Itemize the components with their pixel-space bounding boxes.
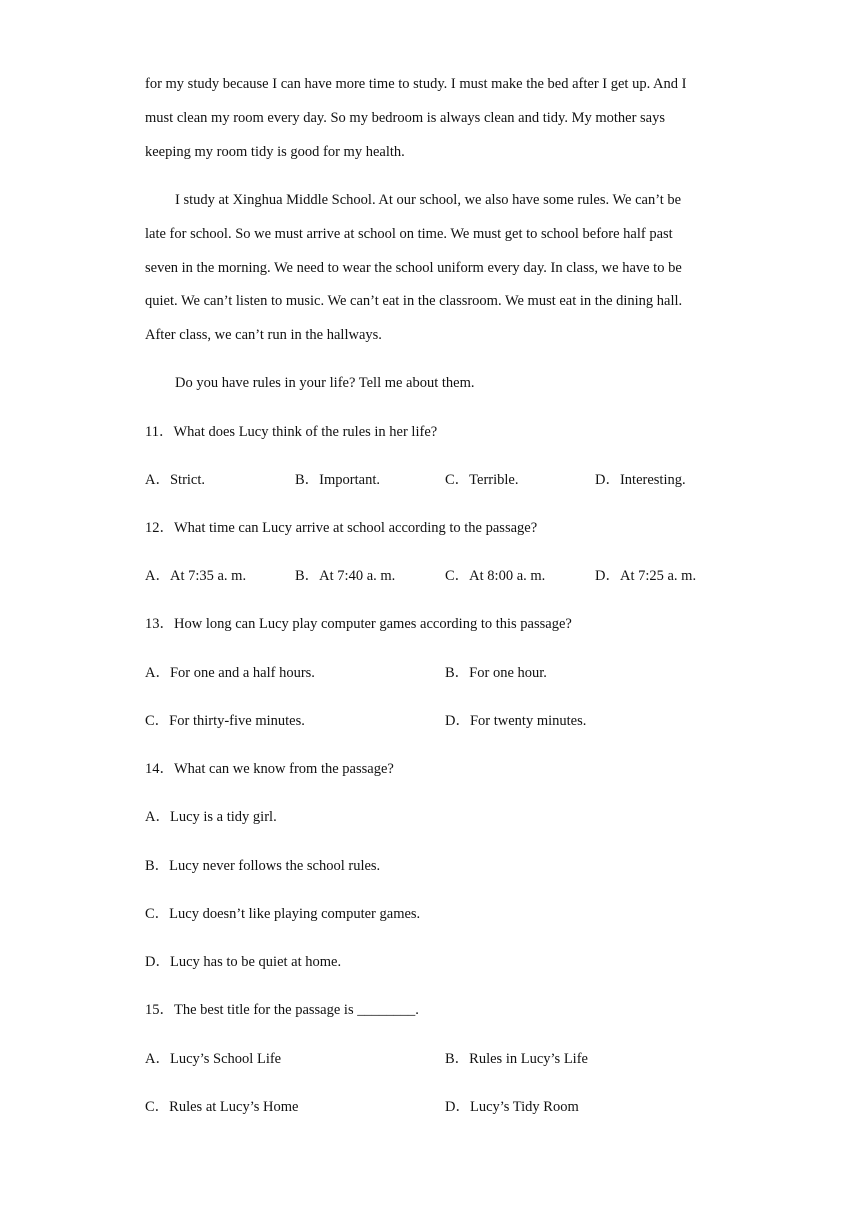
- question-option: A．Lucy is a tidy girl.: [145, 809, 277, 825]
- question-option: C．Lucy doesn’t like playing computer games.: [145, 906, 421, 922]
- passage-line: must clean my room every day. So my bedroom is always clean and tidy. My mother says: [145, 110, 666, 126]
- passage-line: I study at Xinghua Middle School. At our school, we also have some rules. We can’t be: [175, 192, 682, 208]
- question-stem: 14．What can we know from the passage?: [145, 761, 394, 777]
- question-stem: 13．How long can Lucy play computer games according to this passage?: [145, 616, 572, 632]
- question-option: A．Strict.: [145, 472, 206, 488]
- question-option: C．Rules at Lucy’s Home: [145, 1099, 299, 1115]
- question-stem: 12．What time can Lucy arrive at school according to the passage?: [145, 520, 538, 536]
- question-option: A．For one and a half hours.: [145, 665, 315, 681]
- question-option: D．Lucy’s Tidy Room: [445, 1099, 579, 1115]
- question-option: A．Lucy’s School Life: [145, 1051, 282, 1067]
- question-option: C．For thirty-five minutes.: [145, 713, 305, 729]
- question-option: B．Important.: [295, 472, 380, 488]
- passage-line: After class, we can’t run in the hallways.: [145, 327, 382, 343]
- question-option: C．At 8:00 a. m.: [445, 568, 546, 584]
- question-option: B．Rules in Lucy’s Life: [445, 1051, 588, 1067]
- question-option: D．Lucy has to be quiet at home.: [145, 954, 342, 970]
- question-option: D．For twenty minutes.: [445, 713, 587, 729]
- question-option: C．Terrible.: [445, 472, 519, 488]
- passage-line: keeping my room tidy is good for my health.: [145, 144, 405, 160]
- passage-line: for my study because I can have more time to study. I must make the bed after I get up. And I: [145, 76, 687, 92]
- question-option: D．Interesting.: [595, 472, 686, 488]
- question-option: B．Lucy never follows the school rules.: [145, 858, 381, 874]
- question-option: D．At 7:25 a. m.: [595, 568, 697, 584]
- passage-line: Do you have rules in your life? Tell me about them.: [175, 375, 475, 391]
- question-option: A．At 7:35 a. m.: [145, 568, 247, 584]
- question-stem: 15．The best title for the passage is ________.: [145, 1002, 419, 1018]
- question-option: B．At 7:40 a. m.: [295, 568, 396, 584]
- question-stem: 11．What does Lucy think of the rules in her life?: [145, 424, 438, 440]
- passage-line: late for school. So we must arrive at school on time. We must get to school before half past: [145, 226, 673, 242]
- question-option: B．For one hour.: [445, 665, 547, 681]
- passage-line: seven in the morning. We need to wear the school uniform every day. In class, we have to be: [145, 260, 682, 276]
- passage-line: quiet. We can’t listen to music. We can’t eat in the classroom. We must eat in the dining hall.: [145, 293, 683, 309]
